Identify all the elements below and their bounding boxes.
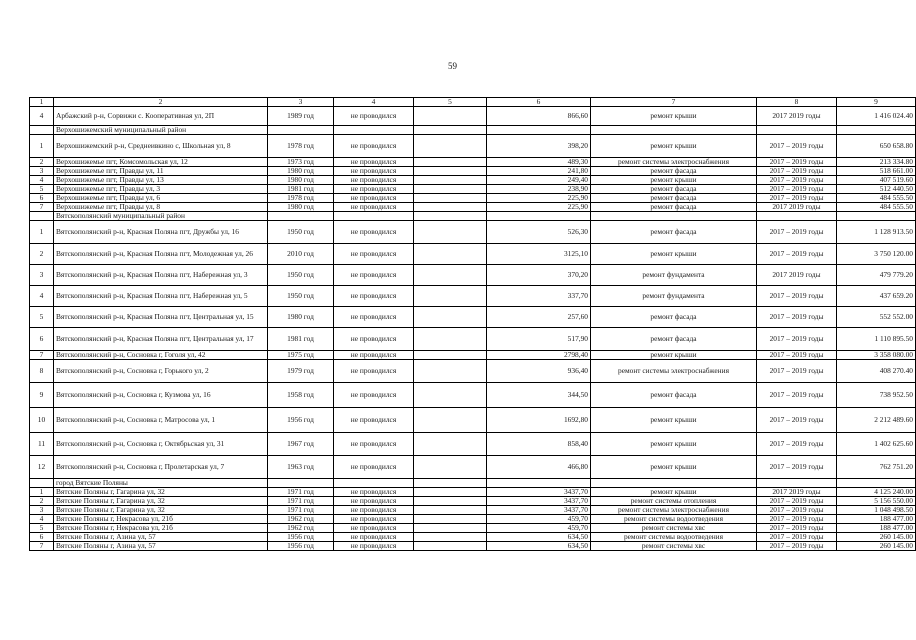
address-cell: Вятскополянский р-н, Красная Поляна пгт, Набережная ул, 3	[54, 265, 268, 286]
area-cell: 526,30	[487, 221, 591, 244]
address-cell: Вятскополянский р-н, Сосновка г, Пролетарская ул, 7	[54, 456, 268, 479]
empty-cell	[414, 488, 487, 497]
empty-cell	[414, 244, 487, 265]
header-cell: 4	[334, 98, 414, 107]
period-cell: 2017 – 2019 годы	[757, 456, 837, 479]
empty-cell	[414, 433, 487, 456]
period-cell: 2017 – 2019 годы	[757, 383, 837, 408]
section-empty-cell	[591, 126, 757, 135]
header-cell: 9	[837, 98, 916, 107]
area-cell: 459,70	[487, 524, 591, 533]
area-cell: 225,90	[487, 194, 591, 203]
year-built-cell: 1973 год	[268, 158, 334, 167]
row-number-cell: 2	[30, 158, 54, 167]
year-built-cell: 1962 год	[268, 524, 334, 533]
last-repair-cell: не проводился	[334, 265, 414, 286]
address-cell: Верхошижемье пгт, Правды ул, 11	[54, 167, 268, 176]
period-cell: 2017 – 2019 годы	[757, 194, 837, 203]
row-number-cell: 3	[30, 265, 54, 286]
address-cell: Вятские Поляны г, Гагарина ул, 32	[54, 497, 268, 506]
row-number-cell: 7	[30, 542, 54, 551]
period-cell: 2017 – 2019 годы	[757, 135, 837, 158]
row-number-cell: 2	[30, 497, 54, 506]
last-repair-cell: не проводился	[334, 185, 414, 194]
cost-cell: 5 156 550.00	[837, 497, 916, 506]
empty-cell	[414, 307, 487, 328]
empty-cell	[414, 383, 487, 408]
work-type-cell: ремонт фасада	[591, 383, 757, 408]
address-cell: Вятские Поляны г, Азина ул, 57	[54, 533, 268, 542]
year-built-cell: 1975 год	[268, 351, 334, 360]
area-cell: 517,90	[487, 328, 591, 351]
cost-cell: 484 555.50	[837, 194, 916, 203]
year-built-cell: 1950 год	[268, 265, 334, 286]
header-cell: 5	[414, 98, 487, 107]
empty-cell	[414, 185, 487, 194]
period-cell: 2017 – 2019 годы	[757, 244, 837, 265]
area-cell: 489,30	[487, 158, 591, 167]
last-repair-cell: не проводился	[334, 158, 414, 167]
work-type-cell: ремонт крыши	[591, 244, 757, 265]
row-number-cell: 2	[30, 244, 54, 265]
section-title: Верхошижемский муниципальный район	[54, 126, 268, 135]
address-cell: Вятскополянский р-н, Красная Поляна пгт, Дружбы ул, 16	[54, 221, 268, 244]
work-type-cell: ремонт фасада	[591, 194, 757, 203]
period-cell: 2017 – 2019 годы	[757, 158, 837, 167]
period-cell: 2017 – 2019 годы	[757, 185, 837, 194]
empty-cell	[414, 524, 487, 533]
table-row	[30, 433, 916, 456]
row-number-cell: 5	[30, 524, 54, 533]
row-number-cell: 1	[30, 135, 54, 158]
row-number-cell: 6	[30, 533, 54, 542]
last-repair-cell: не проводился	[334, 194, 414, 203]
row-number-cell: 1	[30, 488, 54, 497]
year-built-cell: 1981 год	[268, 185, 334, 194]
year-built-cell: 1963 год	[268, 456, 334, 479]
area-cell: 241,80	[487, 167, 591, 176]
row-number-cell: 4	[30, 176, 54, 185]
year-built-cell: 1980 год	[268, 307, 334, 328]
year-built-cell: 1989 год	[268, 107, 334, 126]
area-cell: 634,50	[487, 542, 591, 551]
area-cell: 3437,70	[487, 506, 591, 515]
year-built-cell: 1967 год	[268, 433, 334, 456]
last-repair-cell: не проводился	[334, 408, 414, 433]
table-row	[30, 135, 916, 158]
last-repair-cell: не проводился	[334, 328, 414, 351]
section-empty-cell	[487, 126, 591, 135]
empty-cell	[414, 360, 487, 383]
area-cell: 1692,80	[487, 408, 591, 433]
year-built-cell: 1971 год	[268, 488, 334, 497]
period-cell: 2017 – 2019 годы	[757, 167, 837, 176]
empty-cell	[414, 265, 487, 286]
year-built-cell: 1962 год	[268, 515, 334, 524]
work-type-cell: ремонт системы хвс	[591, 524, 757, 533]
area-cell: 3437,70	[487, 488, 591, 497]
section-empty-cell	[837, 212, 916, 221]
last-repair-cell: не проводился	[334, 203, 414, 212]
last-repair-cell: не проводился	[334, 533, 414, 542]
table-row	[30, 360, 916, 383]
address-cell: Вятскополянский р-н, Сосновка г, Кузмова ул, 16	[54, 383, 268, 408]
address-cell: Верхошижемье пгт, Правды ул, 8	[54, 203, 268, 212]
header-cell: 2	[54, 98, 268, 107]
address-cell: Вятские Поляны г, Некрасова ул, 21б	[54, 515, 268, 524]
section-row	[30, 212, 916, 221]
section-empty-cell	[414, 479, 487, 488]
row-number-cell: 3	[30, 506, 54, 515]
year-built-cell: 1980 год	[268, 176, 334, 185]
last-repair-cell: не проводился	[334, 488, 414, 497]
work-type-cell: ремонт крыши	[591, 135, 757, 158]
work-type-cell: ремонт системы электроснабжения	[591, 506, 757, 515]
cost-cell: 762 751.20	[837, 456, 916, 479]
work-type-cell: ремонт системы электроснабжения	[591, 158, 757, 167]
empty-cell	[414, 135, 487, 158]
period-cell: 2017 2019 годы	[757, 488, 837, 497]
last-repair-cell: не проводился	[334, 167, 414, 176]
table-row	[30, 221, 916, 244]
section-empty-cell	[334, 212, 414, 221]
period-cell: 2017 – 2019 годы	[757, 328, 837, 351]
empty-cell	[414, 456, 487, 479]
address-cell: Вятские Поляны г, Азина ул, 57	[54, 542, 268, 551]
work-type-cell: ремонт системы водоотведения	[591, 515, 757, 524]
cost-cell: 1 402 625.60	[837, 433, 916, 456]
work-type-cell: ремонт фасада	[591, 221, 757, 244]
address-cell: Вятскополянский р-н, Сосновка г, Матросова ул, 1	[54, 408, 268, 433]
last-repair-cell: не проводился	[334, 286, 414, 307]
last-repair-cell: не проводился	[334, 433, 414, 456]
area-cell: 249,40	[487, 176, 591, 185]
cost-cell: 2 212 489.60	[837, 408, 916, 433]
work-type-cell: ремонт фундамента	[591, 286, 757, 307]
table-row	[30, 307, 916, 328]
period-cell: 2017 – 2019 годы	[757, 515, 837, 524]
row-number-cell: 7	[30, 203, 54, 212]
year-built-cell: 1950 год	[268, 286, 334, 307]
section-empty-cell	[268, 126, 334, 135]
work-type-cell: ремонт системы отопления	[591, 497, 757, 506]
period-cell: 2017 – 2019 годы	[757, 307, 837, 328]
last-repair-cell: не проводился	[334, 542, 414, 551]
last-repair-cell: не проводился	[334, 307, 414, 328]
year-built-cell: 1956 год	[268, 408, 334, 433]
empty-cell	[414, 176, 487, 185]
cost-cell: 3 358 080.00	[837, 351, 916, 360]
empty-cell	[414, 158, 487, 167]
cost-cell: 512 440.50	[837, 185, 916, 194]
period-cell: 2017 – 2019 годы	[757, 542, 837, 551]
cost-cell: 437 659.20	[837, 286, 916, 307]
work-type-cell: ремонт системы хвс	[591, 542, 757, 551]
section-number-cell	[30, 212, 54, 221]
address-cell: Вятскополянский р-н, Красная Поляна пгт, Центральная ул, 15	[54, 307, 268, 328]
work-type-cell: ремонт фасада	[591, 328, 757, 351]
last-repair-cell: не проводился	[334, 244, 414, 265]
period-cell: 2017 – 2019 годы	[757, 286, 837, 307]
section-empty-cell	[414, 212, 487, 221]
empty-cell	[414, 107, 487, 126]
cost-cell: 552 552.00	[837, 307, 916, 328]
period-cell: 2017 2019 годы	[757, 107, 837, 126]
year-built-cell: 2010 год	[268, 244, 334, 265]
table-row	[30, 383, 916, 408]
work-type-cell: ремонт системы электроснабжения	[591, 360, 757, 383]
area-cell: 398,20	[487, 135, 591, 158]
last-repair-cell: не проводился	[334, 515, 414, 524]
area-cell: 858,40	[487, 433, 591, 456]
period-cell: 2017 – 2019 годы	[757, 360, 837, 383]
period-cell: 2017 2019 годы	[757, 203, 837, 212]
section-empty-cell	[414, 126, 487, 135]
work-type-cell: ремонт крыши	[591, 176, 757, 185]
year-built-cell: 1956 год	[268, 533, 334, 542]
empty-cell	[414, 515, 487, 524]
work-type-cell: ремонт крыши	[591, 456, 757, 479]
work-type-cell: ремонт фасада	[591, 203, 757, 212]
row-number-cell: 1	[30, 221, 54, 244]
empty-cell	[414, 533, 487, 542]
area-cell: 3125,10	[487, 244, 591, 265]
work-type-cell: ремонт крыши	[591, 351, 757, 360]
cost-cell: 408 270.40	[837, 360, 916, 383]
section-empty-cell	[591, 212, 757, 221]
cost-cell: 1 110 895.50	[837, 328, 916, 351]
cost-cell: 188 477.00	[837, 524, 916, 533]
section-empty-cell	[268, 212, 334, 221]
empty-cell	[414, 221, 487, 244]
row-number-cell: 10	[30, 408, 54, 433]
work-type-cell: ремонт фасада	[591, 307, 757, 328]
address-cell: Вятские Поляны г, Гагарина ул, 32	[54, 506, 268, 515]
area-cell: 3437,70	[487, 497, 591, 506]
year-built-cell: 1981 год	[268, 328, 334, 351]
last-repair-cell: не проводился	[334, 383, 414, 408]
row-number-cell: 11	[30, 433, 54, 456]
address-cell: Верхошижемский р-н, Среднеивкино с, Школьная ул, 8	[54, 135, 268, 158]
year-built-cell: 1971 год	[268, 506, 334, 515]
last-repair-cell: не проводился	[334, 135, 414, 158]
cost-cell: 650 658.80	[837, 135, 916, 158]
table-row	[30, 328, 916, 351]
empty-cell	[414, 497, 487, 506]
empty-cell	[414, 351, 487, 360]
empty-cell	[414, 328, 487, 351]
last-repair-cell: не проводился	[334, 497, 414, 506]
row-number-cell: 5	[30, 185, 54, 194]
year-built-cell: 1950 год	[268, 221, 334, 244]
work-type-cell: ремонт крыши	[591, 488, 757, 497]
header-cell: 7	[591, 98, 757, 107]
row-number-cell: 12	[30, 456, 54, 479]
work-type-cell: ремонт фасада	[591, 185, 757, 194]
header-cell: 1	[30, 98, 54, 107]
cost-cell: 1 416 024.40	[837, 107, 916, 126]
section-empty-cell	[757, 212, 837, 221]
table-row	[30, 456, 916, 479]
cost-cell: 260 145.00	[837, 533, 916, 542]
repair-program-table	[29, 97, 916, 551]
year-built-cell: 1980 год	[268, 167, 334, 176]
address-cell: Вятские Поляны г, Гагарина ул, 32	[54, 488, 268, 497]
address-cell: Верхошижемье пгт, Правды ул, 13	[54, 176, 268, 185]
row-number-cell: 9	[30, 383, 54, 408]
cost-cell: 738 952.50	[837, 383, 916, 408]
section-title: Вятскополянский муниципальный район	[54, 212, 268, 221]
address-cell: Верхошижемье пгт, Правды ул, 3	[54, 185, 268, 194]
empty-cell	[414, 167, 487, 176]
cost-cell: 260 145.00	[837, 542, 916, 551]
work-type-cell: ремонт крыши	[591, 107, 757, 126]
address-cell: Верхошижемье пгт, Правды ул, 6	[54, 194, 268, 203]
period-cell: 2017 – 2019 годы	[757, 533, 837, 542]
year-built-cell: 1958 год	[268, 383, 334, 408]
last-repair-cell: не проводился	[334, 351, 414, 360]
area-cell: 866,60	[487, 107, 591, 126]
empty-cell	[414, 542, 487, 551]
work-type-cell: ремонт системы водоотведения	[591, 533, 757, 542]
empty-cell	[414, 203, 487, 212]
row-number-cell: 4	[30, 286, 54, 307]
table-row	[30, 107, 916, 126]
period-cell: 2017 – 2019 годы	[757, 506, 837, 515]
header-row	[30, 98, 916, 107]
period-cell: 2017 – 2019 годы	[757, 433, 837, 456]
cost-cell: 484 555.50	[837, 203, 916, 212]
year-built-cell: 1979 год	[268, 360, 334, 383]
empty-cell	[414, 506, 487, 515]
work-type-cell: ремонт крыши	[591, 408, 757, 433]
row-number-cell: 5	[30, 307, 54, 328]
address-cell: Верхошижемье пгт, Комсомольская ул, 12	[54, 158, 268, 167]
table-row	[30, 265, 916, 286]
section-empty-cell	[837, 126, 916, 135]
year-built-cell: 1971 год	[268, 497, 334, 506]
area-cell: 370,20	[487, 265, 591, 286]
address-cell: Вятскополянский р-н, Сосновка г, Октябрьская ул, 31	[54, 433, 268, 456]
period-cell: 2017 – 2019 годы	[757, 497, 837, 506]
page-number: 59	[448, 61, 457, 71]
section-row	[30, 126, 916, 135]
table-row	[30, 286, 916, 307]
row-number-cell: 6	[30, 328, 54, 351]
address-cell: Вятскополянский р-н, Красная Поляна пгт, Центральная ул, 17	[54, 328, 268, 351]
address-cell: Вятские Поляны г, Некрасова ул, 21б	[54, 524, 268, 533]
area-cell: 936,40	[487, 360, 591, 383]
row-number-cell: 7	[30, 351, 54, 360]
address-cell: Вятскополянский р-н, Сосновка г, Гоголя ул, 42	[54, 351, 268, 360]
last-repair-cell: не проводился	[334, 360, 414, 383]
area-cell: 466,80	[487, 456, 591, 479]
header-cell: 8	[757, 98, 837, 107]
area-cell: 238,90	[487, 185, 591, 194]
period-cell: 2017 – 2019 годы	[757, 221, 837, 244]
work-type-cell: ремонт фундамента	[591, 265, 757, 286]
table-row	[30, 351, 916, 360]
cost-cell: 1 128 913.50	[837, 221, 916, 244]
cost-cell: 4 125 240.00	[837, 488, 916, 497]
work-type-cell: ремонт фасада	[591, 167, 757, 176]
area-cell: 337,70	[487, 286, 591, 307]
row-number-cell: 4	[30, 107, 54, 126]
cost-cell: 213 334.80	[837, 158, 916, 167]
row-number-cell: 8	[30, 360, 54, 383]
period-cell: 2017 – 2019 годы	[757, 176, 837, 185]
cost-cell: 407 519.60	[837, 176, 916, 185]
period-cell: 2017 2019 годы	[757, 265, 837, 286]
period-cell: 2017 – 2019 годы	[757, 351, 837, 360]
section-empty-cell	[757, 126, 837, 135]
year-built-cell: 1980 год	[268, 203, 334, 212]
year-built-cell: 1978 год	[268, 135, 334, 158]
header-cell: 3	[268, 98, 334, 107]
empty-cell	[414, 194, 487, 203]
header-cell: 6	[487, 98, 591, 107]
year-built-cell: 1978 год	[268, 194, 334, 203]
area-cell: 2798,40	[487, 351, 591, 360]
area-cell: 634,50	[487, 533, 591, 542]
table-row	[30, 542, 916, 551]
cost-cell: 518 661.00	[837, 167, 916, 176]
section-number-cell	[30, 126, 54, 135]
area-cell: 459,70	[487, 515, 591, 524]
row-number-cell: 4	[30, 515, 54, 524]
address-cell: Арбажский р-н, Сорвижи с. Кооперативная ул, 2П	[54, 107, 268, 126]
row-number-cell: 3	[30, 167, 54, 176]
table-row	[30, 244, 916, 265]
year-built-cell: 1956 год	[268, 542, 334, 551]
last-repair-cell: не проводился	[334, 176, 414, 185]
cost-cell: 479 779.20	[837, 265, 916, 286]
last-repair-cell: не проводился	[334, 107, 414, 126]
cost-cell: 188 477.00	[837, 515, 916, 524]
cost-cell: 3 750 120.00	[837, 244, 916, 265]
period-cell: 2017 – 2019 годы	[757, 524, 837, 533]
empty-cell	[414, 408, 487, 433]
table-body	[30, 98, 916, 551]
address-cell: Вятскополянский р-н, Красная Поляна пгт, Набережная ул, 5	[54, 286, 268, 307]
section-title: город Вятские Поляны	[54, 479, 268, 488]
row-number-cell: 6	[30, 194, 54, 203]
last-repair-cell: не проводился	[334, 524, 414, 533]
last-repair-cell: не проводился	[334, 456, 414, 479]
section-empty-cell	[334, 126, 414, 135]
cost-cell: 1 048 498.50	[837, 506, 916, 515]
area-cell: 344,50	[487, 383, 591, 408]
section-empty-cell	[487, 212, 591, 221]
area-cell: 225,90	[487, 203, 591, 212]
empty-cell	[414, 286, 487, 307]
address-cell: Вятскополянский р-н, Красная Поляна пгт, Молодежная ул, 26	[54, 244, 268, 265]
last-repair-cell: не проводился	[334, 506, 414, 515]
work-type-cell: ремонт крыши	[591, 433, 757, 456]
last-repair-cell: не проводился	[334, 221, 414, 244]
table-row	[30, 408, 916, 433]
period-cell: 2017 – 2019 годы	[757, 408, 837, 433]
area-cell: 257,60	[487, 307, 591, 328]
address-cell: Вятскополянский р-н, Сосновка г, Горького ул, 2	[54, 360, 268, 383]
